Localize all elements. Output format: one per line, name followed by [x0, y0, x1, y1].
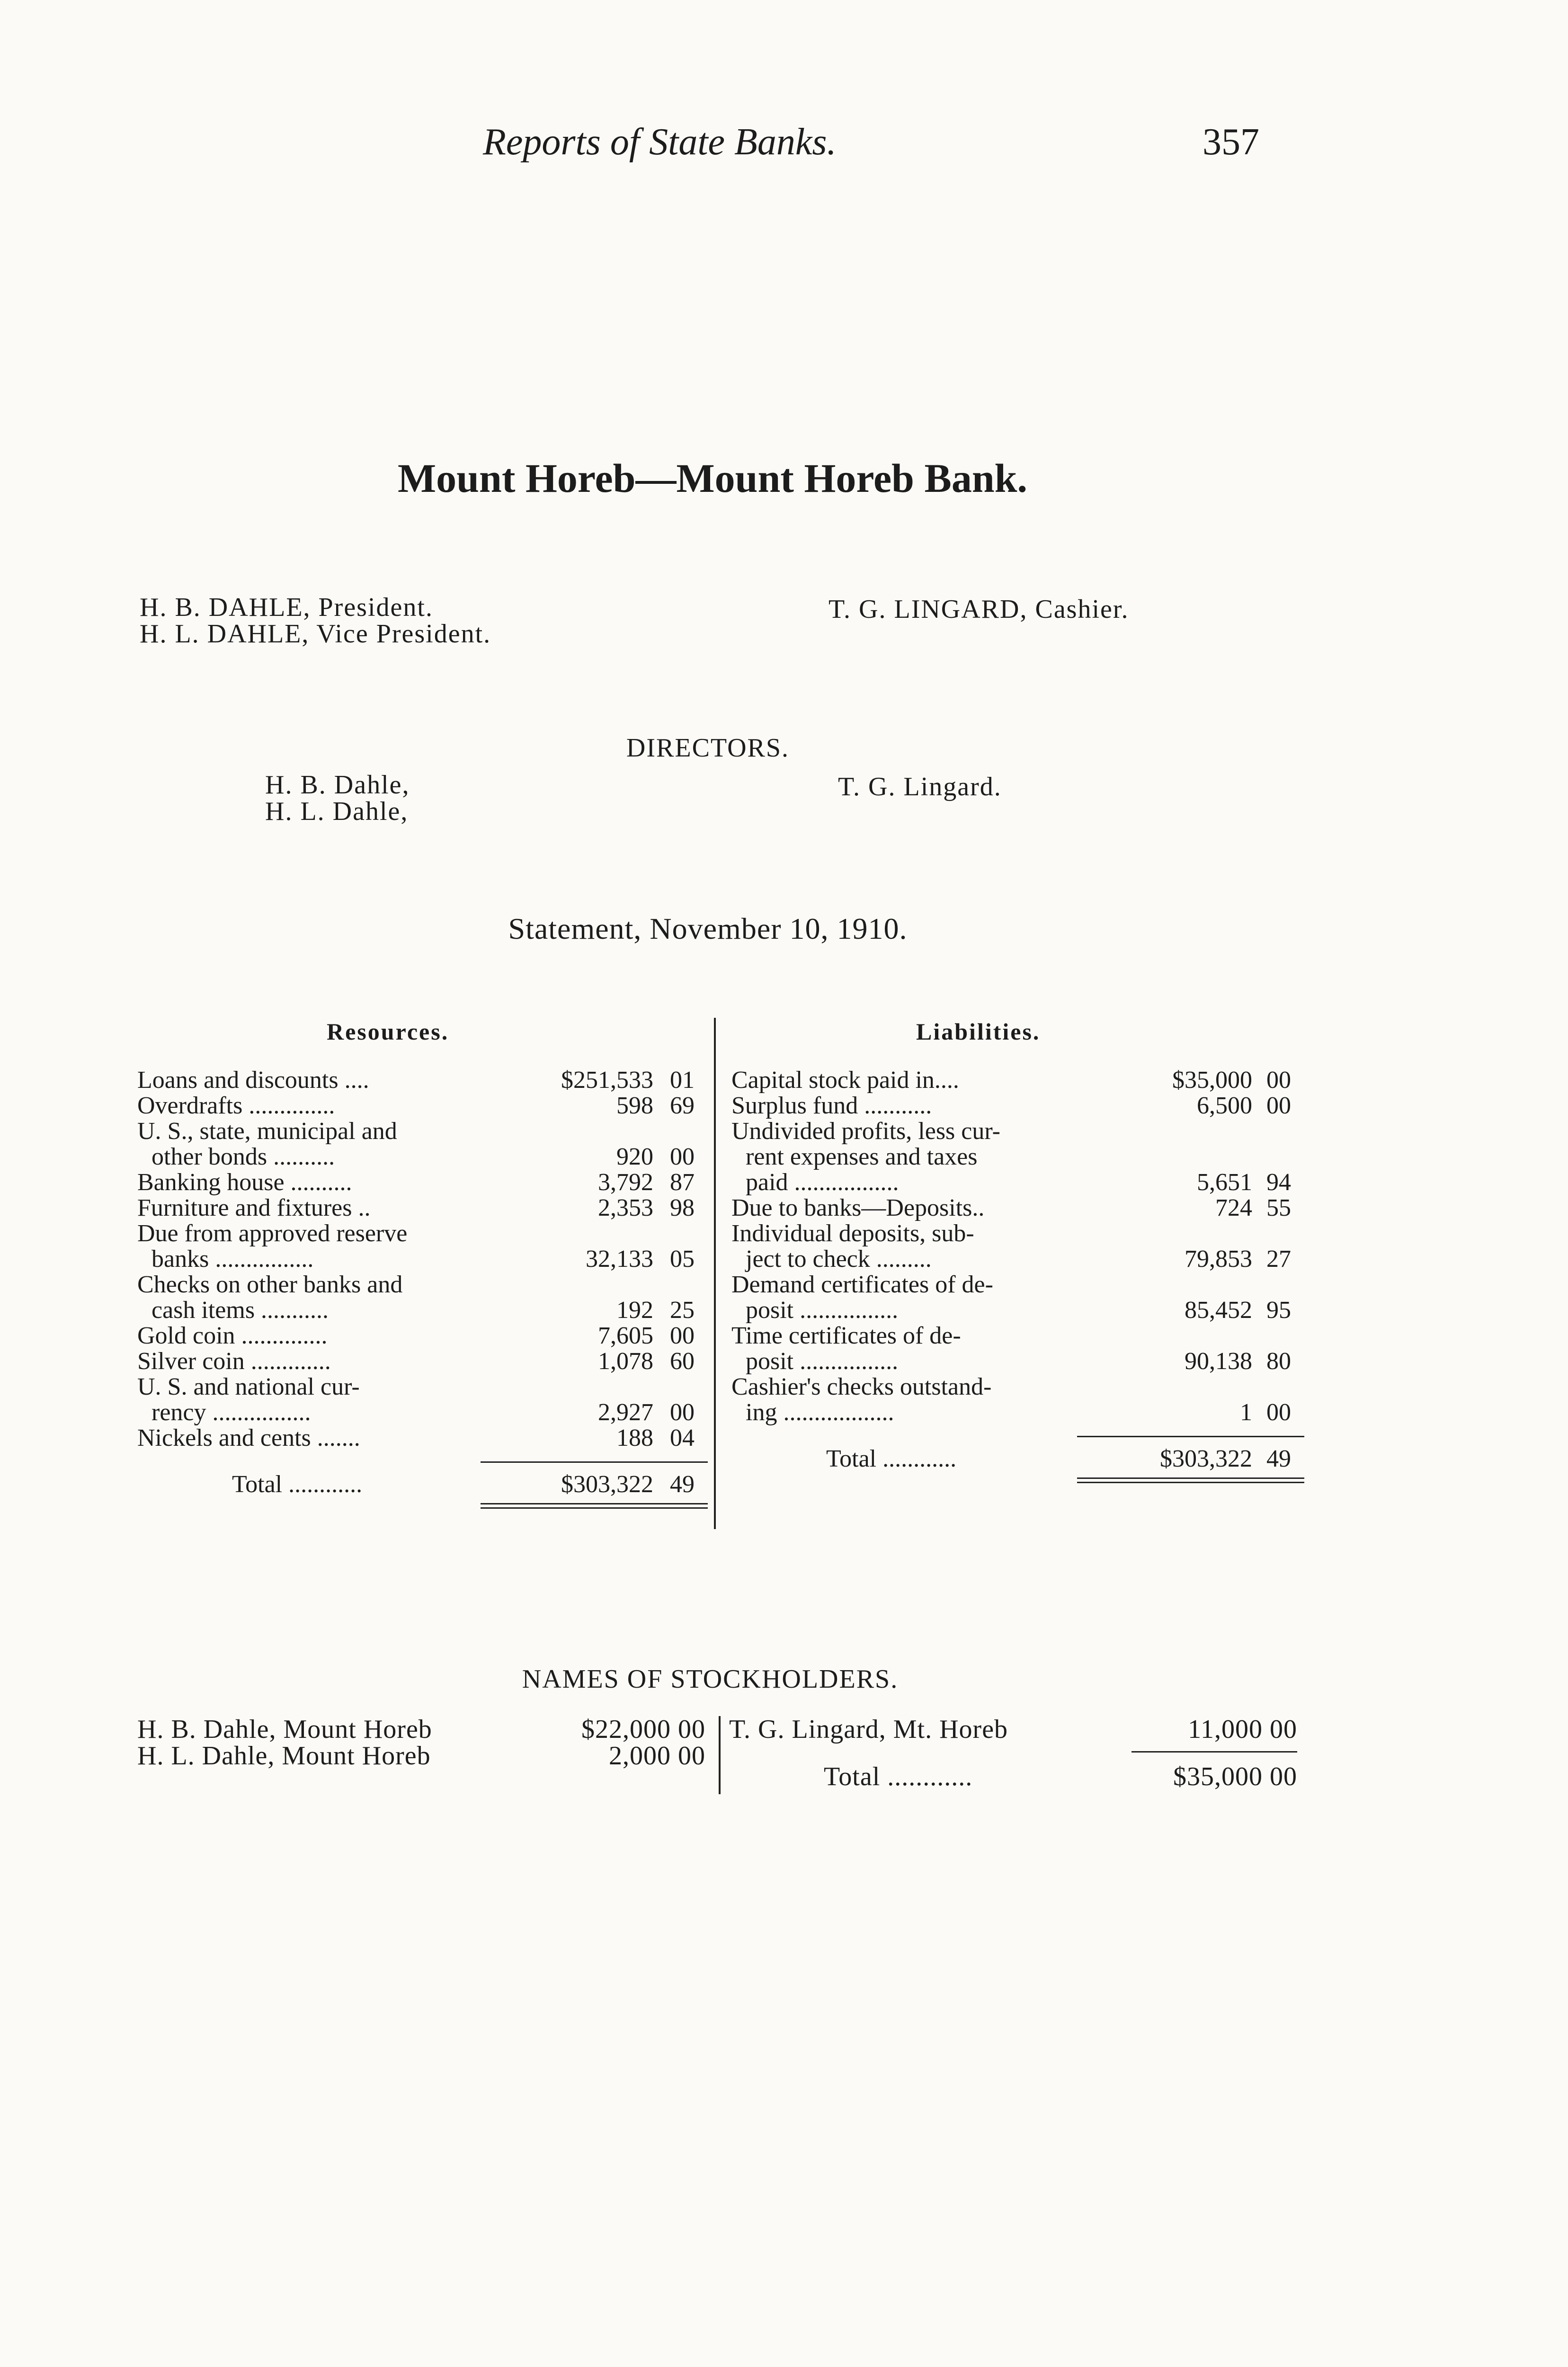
row-label-line: other bonds .......... — [151, 1143, 335, 1170]
row-dollars: $251,533 — [561, 1067, 653, 1094]
row-dollars: 90,138 — [1185, 1348, 1252, 1375]
row-dollars: 598 — [616, 1092, 653, 1119]
row-label-line: U. S., state, municipal and — [137, 1118, 397, 1145]
row-cents: 80 — [1266, 1348, 1291, 1375]
row-label-line: Nickels and cents ....... — [137, 1424, 360, 1451]
officer-cashier: T. G. LINGARD, Cashier. — [829, 595, 1129, 624]
officer-vice-president: H. L. DAHLE, Vice President. — [140, 619, 491, 649]
row-label-line: ing .................. — [746, 1399, 894, 1426]
row-cents: 95 — [1266, 1297, 1291, 1324]
row-label-line: Surplus fund ........... — [731, 1092, 932, 1119]
row-dollars: 920 — [616, 1143, 653, 1170]
stockholder-name: T. G. Lingard, Mt. Horeb — [729, 1715, 1008, 1744]
row-cents: 69 — [670, 1092, 695, 1119]
total-dollars: $303,322 — [561, 1471, 653, 1498]
row-label-line: Individual deposits, sub- — [731, 1220, 974, 1247]
row-dollars: 85,452 — [1185, 1297, 1252, 1324]
total-rule — [1077, 1436, 1304, 1437]
total-double-rule — [481, 1503, 708, 1509]
row-label-line: rency ................ — [151, 1399, 311, 1426]
stockholders-total-label: Total ............ — [824, 1762, 973, 1791]
row-dollars: 32,133 — [586, 1246, 653, 1272]
row-cents: 05 — [670, 1246, 695, 1272]
row-dollars: 79,853 — [1185, 1246, 1252, 1272]
officers-left — [140, 594, 491, 647]
running-title: Reports of State Banks. — [483, 121, 837, 163]
director-item: T. G. Lingard. — [838, 772, 1002, 801]
director-item: H. B. Dahle, — [265, 770, 410, 800]
row-label-line: paid ................. — [746, 1169, 899, 1196]
stockholders-left — [137, 1716, 705, 1787]
row-label-line: U. S. and national cur- — [137, 1373, 360, 1400]
total-label: Total ............ — [232, 1471, 363, 1498]
row-cents: 00 — [670, 1322, 695, 1349]
row-dollars: 5,651 — [1197, 1169, 1252, 1196]
stockholders-total-amount: $35,000 00 — [1173, 1762, 1297, 1791]
row-label-line: Banking house .......... — [137, 1169, 352, 1196]
row-cents: 00 — [1266, 1067, 1291, 1094]
row-label-line: cash items ........... — [151, 1297, 329, 1324]
row-label-line: Cashier's checks outstand- — [731, 1373, 992, 1400]
row-dollars: $35,000 — [1172, 1067, 1252, 1094]
row-cents: 00 — [1266, 1399, 1291, 1426]
row-cents: 00 — [670, 1399, 695, 1426]
row-dollars: 7,605 — [598, 1322, 653, 1349]
row-cents: 01 — [670, 1067, 695, 1094]
statement-date: Statement, November 10, 1910. — [508, 912, 908, 945]
row-cents: 55 — [1266, 1194, 1291, 1221]
director-item: H. L. Dahle, — [265, 797, 409, 826]
bank-title: Mount Horeb—Mount Horeb Bank. — [398, 455, 1027, 501]
row-label-line: Undivided profits, less cur- — [731, 1118, 1000, 1145]
stockholders-heading: NAMES OF STOCKHOLDERS. — [522, 1664, 899, 1694]
row-cents: 60 — [670, 1348, 695, 1375]
row-cents: 00 — [670, 1143, 695, 1170]
column-divider — [714, 1018, 716, 1529]
row-label-line: posit ................ — [746, 1297, 899, 1324]
liabilities-table — [731, 1068, 1304, 1541]
row-label-line: Time certificates of de- — [731, 1322, 961, 1349]
row-label-line: Due from approved reserve — [137, 1220, 408, 1247]
row-cents: 98 — [670, 1194, 695, 1221]
resources-heading: Resources. — [327, 1018, 449, 1045]
row-cents: 94 — [1266, 1169, 1291, 1196]
row-label-line: Gold coin .............. — [137, 1322, 328, 1349]
row-dollars: 188 — [616, 1424, 653, 1451]
total-dollars: $303,322 — [1160, 1445, 1252, 1472]
row-label-line: Overdrafts .............. — [137, 1092, 335, 1119]
row-dollars: 2,353 — [598, 1194, 653, 1221]
stockholders-right — [729, 1716, 1297, 1797]
row-cents: 04 — [670, 1424, 695, 1451]
row-cents: 87 — [670, 1169, 695, 1196]
row-cents: 00 — [1266, 1092, 1291, 1119]
row-label-line: Checks on other banks and — [137, 1271, 403, 1298]
row-label-line: posit ................ — [746, 1348, 899, 1375]
row-label-line: Capital stock paid in.... — [731, 1067, 959, 1094]
stockholders-total-rule — [1131, 1751, 1297, 1753]
total-cents: 49 — [1266, 1445, 1291, 1472]
directors-left — [265, 772, 410, 825]
total-double-rule — [1077, 1477, 1304, 1483]
row-dollars: 2,927 — [598, 1399, 653, 1426]
stockholder-amount: 2,000 00 — [609, 1741, 705, 1771]
officer-president: H. B. DAHLE, President. — [140, 593, 433, 622]
total-rule — [481, 1461, 708, 1463]
stockholder-name: H. B. Dahle, Mount Horeb — [137, 1715, 432, 1744]
row-dollars: 1 — [1240, 1399, 1252, 1426]
row-cents: 27 — [1266, 1246, 1291, 1272]
total-cents: 49 — [670, 1471, 695, 1498]
stockholder-amount: $22,000 00 — [581, 1715, 705, 1744]
row-dollars: 6,500 — [1197, 1092, 1252, 1119]
row-label-line: rent expenses and taxes — [746, 1143, 978, 1170]
row-label-line: Furniture and fixtures .. — [137, 1194, 371, 1221]
row-label-line: Due to banks—Deposits.. — [731, 1194, 985, 1221]
page-number: 357 — [1203, 121, 1259, 163]
row-label-line: Loans and discounts .... — [137, 1067, 369, 1094]
stockholder-name: H. L. Dahle, Mount Horeb — [137, 1741, 431, 1771]
row-dollars: 1,078 — [598, 1348, 653, 1375]
row-label-line: banks ................ — [151, 1246, 314, 1272]
stockholders-divider — [719, 1716, 721, 1794]
row-label-line: Demand certificates of de- — [731, 1271, 993, 1298]
row-dollars: 3,792 — [598, 1169, 653, 1196]
directors-heading: DIRECTORS. — [626, 733, 790, 763]
total-label: Total ............ — [826, 1445, 957, 1472]
stockholder-amount: 11,000 00 — [1188, 1715, 1297, 1744]
row-dollars: 192 — [616, 1297, 653, 1324]
row-cents: 25 — [670, 1297, 695, 1324]
liabilities-heading: Liabilities. — [916, 1018, 1041, 1045]
resources-table — [137, 1068, 705, 1541]
row-label-line: ject to check ......... — [746, 1246, 932, 1272]
row-dollars: 724 — [1215, 1194, 1252, 1221]
row-label-line: Silver coin ............. — [137, 1348, 331, 1375]
